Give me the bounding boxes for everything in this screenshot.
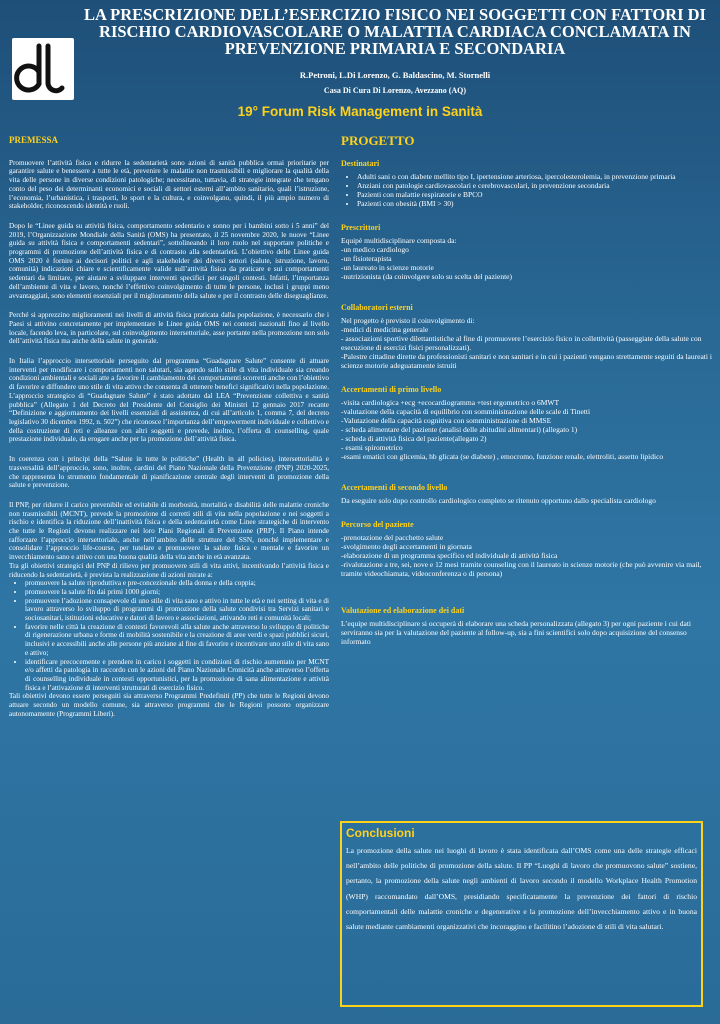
text-line: -svolgimento degli accertamenti in giornata — [341, 542, 472, 551]
valutazione-section — [341, 606, 713, 646]
dl-logo-icon — [12, 38, 74, 100]
percorso-section — [341, 520, 713, 578]
prescrittori-section — [341, 223, 713, 281]
premessa-paragraph: Dopo le “Linee guida su attività fisica, comportamento sedentario e sonno per i bambini sotto i 5 anni” del 2019, l’Organizzazione Mondiale della Sanità (OMS) ha presentato, il 25 novembre 2020, le nuove “Linee guida su attività fisica e comportamenti sedentari”, sottolineando il loro ruolo nel supportare politiche e programmi di promozione dell’attività fisica e di contrasto alla sedentarietà. L’obiettivo delle Linee guida OMS 2020 è fornire ai decisori politici e agli stakeholder dei diversi settori (salute, istruzione, lavoro, comunità) indicazioni chiare e scientificamente valide sull’attività fisica da praticare e sui comportamenti sedentari da limitare, per aiutare a sviluppare interventi specifici per singoli contesti. Infatti, l’importanza dell’ambiente di vita e lavoro, nonché l’effettivo coinvolgimento di tutte le persone, inclusi i gruppi meno avvantaggiati, sono elementi essenziali per il miglioramento della salute e per il contrasto delle diseguaglianze. — [9, 221, 329, 300]
list-item: • Pazienti con malattie respiratorie e BPCO — [357, 190, 713, 199]
text-line: - associazioni sportive dilettantistiche al fine di promuovere l’esercizio fisico in collettività (passeggiate della salute con esecuzione di esercizi fisici personalizzati). — [341, 334, 702, 352]
progetto-heading: PROGETTO — [341, 136, 415, 148]
section-heading: Percorso del paziente — [341, 520, 414, 529]
progetto-column — [341, 136, 713, 816]
list-item: • Anziani con patologie cardiovascolari e cerebrovascolari, in prevenzione secondaria — [357, 181, 713, 190]
authors: R.Petroni, L.Di Lorenzo, G. Baldascino, M. Stornelli — [299, 70, 491, 80]
section-heading: Accertamenti di secondo livello — [341, 483, 448, 492]
text-line: -nutrizionista (da coinvolgere solo su scelta del paziente) — [341, 272, 512, 281]
poster-header — [0, 0, 720, 100]
list-item: • Adulti sani o con diabete mellito tipo I, ipertensione arteriosa, ipercolesterolemia, in prevenzione primaria — [357, 172, 713, 181]
text-line: -prenotazione del pacchetto salute — [341, 533, 444, 542]
premessa-paragraph: Il PNP, per ridurre il carico prevenibile ed evitabile di morbosità, mortalità e disabilità delle malattie croniche non trasmissibili (MCNT), prevede la promozione di corretti stili di vita nella popolazione e nei soggetti a rischio e identifica la riduzione dell’inattività fisica e della sedentarietà come Linee strategiche di intervento che tutte le Regioni devono realizzare nei loro Piani Regionali di Prevenzione (PRP). Il Piano intende rafforzare l’approccio intersettoriale, anche nell’ambito delle strutture del SSN, nonché implementare e consolidare l’approccio life-course, per tutelare e promuovere la salute fisica e mentale e favorire un invecchiamento sano e attivo con una buona qualità della vita anche in età avanzata. — [9, 500, 329, 562]
text-line: - scheda alimentare del paziente (analisi delle abitudini alimentari) (allegato 1) — [341, 425, 578, 434]
list-item: • Pazienti con obesità (BMI > 30) — [357, 199, 713, 208]
conclusioni-heading: Conclusioni — [346, 826, 415, 840]
premessa-paragraph: Tali obiettivi devono essere perseguiti sia attraverso Programmi Predefiniti (PP) che tutte le Regioni devono attuare secondo un modello comune, sia attraverso programmi che le Regioni possono organizzare autonomamente (Programmi Liberi). — [9, 692, 329, 718]
dl-logo — [12, 38, 74, 100]
text-line: -Palestre cittadine dirette da professionisti sanitari e non sanitari e in cui i pazienti vengano strettamente seguiti da laureati i scienze motorie adeguatamente istruiti — [341, 352, 712, 370]
list-item: • promuovere l’adozione consapevole di uno stile di vita sano e attivo in tutte le età e nei setting di vita e di lavoro attraverso lo sviluppo di programmi di promozione della salute condivisi tra Servizi sanitari e sociosanitari, istituzioni educative e datori di lavoro e associazioni, attivando reti e comunità locali; — [25, 597, 329, 623]
text-line: -un medico cardiologo — [341, 245, 409, 254]
text-line: -rivalutazione a tre, sei, nove e 12 mesi tramite counseling con il laureato in scienze motorie (che può avvenire via mail, tramite videochiamata, videoconferenza o di persona) — [341, 560, 702, 578]
section-heading: Accertamenti di primo livello — [341, 385, 442, 394]
text-line: -elaborazione di un programma specifico ed individuale di attività fisica — [341, 551, 558, 560]
forum-banner: 19° Forum Risk Management in Sanità — [237, 104, 483, 119]
list-item: • promuovere la salute fin dai primi 1000 giorni; — [25, 588, 329, 597]
text-line: -valutazione della capacità di equilibrio con somministrazione delle scale di Tinetti — [341, 407, 591, 416]
poster-title: LA PRESCRIZIONE DELL’ESERCIZIO FISICO NEI SOGGETTI CON FATTORI DI RISCHIO CARDIOVASCOLARE O MALATTIA CARDIACA CONCLAMATA IN PREVENZIONE PRIMARIA E SECONDARIA — [84, 5, 706, 58]
premessa-paragraph: In Italia l’approccio intersettoriale perseguito dal programma “Guadagnare Salute” consente di attuare interventi per modificare i comportamenti non salutari, sia agendo sullo stile di vita individuale sia creando condizioni ambientali e sociali atte a favorire il cambiamento dei comportamenti scorretti anche con l’obiettivo di favorire e diffondere uno stile di vita attivo che consenta di ottenere benefici significativi nella popolazione. L’approccio strategico di “Guadagnare Salute” è stato adottato dal LEA “Prevenzione collettiva e sanità pubblica” (Allegato 1 del Decreto del Presidente del Consiglio dei Ministri 12 gennaio 2017 recante “Definizione e aggiornamento dei livelli essenziali di assistenza, di cui all’articolo 1, comma 7, del decreto legislativo 30 dicembre 1992, n. 502”) che riconosce l’importanza dell’empowerment individuale e collettivo e della costruzione di reti e alleanze con altri soggetti e prevede, inoltre, l’offerta di counselling, quale prestazione individuale, da erogare anche per la promozione dell’attività fisica. — [9, 357, 329, 444]
text-line: Nel progetto è previsto il coinvolgimento di: — [341, 316, 475, 325]
premessa-column — [9, 136, 329, 1016]
text-line: - scheda di attività fisica del paziente(allegato 2) — [341, 434, 487, 443]
premessa-paragraph: In coerenza con i principi della “Salute in tutte le politiche” (Health in all policies), intersettorialità e trasversalità dell’approccio, sono, inoltre, cardini del Piano Nazionale della Prevenzione (PNP) 2020-2025, che rappresenta lo strumento fondamentale di pianificazione centrale degli interventi di promozione della salute e prevenzione. — [9, 455, 329, 490]
text-line: -visita cardiologica +ecg +ecocardiogramma +test ergometrico o 6MWT — [341, 398, 560, 407]
list-item: • favorire nelle città la creazione di contesti favorevoli alla salute anche attraverso lo sviluppo di politiche di rigenerazione urbana e forme di mobilità sostenibile e la creazione di aree verdi e spazi pubblici sicuri, inclusivi e accessibili anche alle persone più anziane al fine di favorire e incentivare uno stile di vita sano e attivo; — [25, 623, 329, 658]
list-item: • identificare precocemente e prendere in carico i soggetti in condizioni di rischio aumentato per MCNT e/o affetti da patologia in raccordo con le azioni del Piano Nazionale Cronicità anche attraverso l’offerta di counselling individuale in contesti opportunistici, per la promozione di sana alimentazione e attività fisica e l’attivazione di interventi strutturati di esercizio fisico. — [25, 658, 329, 693]
section-heading: Valutazione ed elaborazione dei dati — [341, 606, 465, 615]
conclusioni-box — [340, 821, 703, 1007]
text-line: -Valutazione della capacità cognitiva con somministrazione di MMSE — [341, 416, 552, 425]
secondo-livello-section — [341, 483, 713, 505]
text-line: -un laureato in scienze motorie — [341, 263, 434, 272]
conclusioni-text: La promozione della salute nei luoghi di lavoro è stata identificata dall’OMS come una delle strategie efficaci nell’ambito delle politiche di promozione della salute. Il PP “Luoghi di lavoro che promuovono salute” sostiene, pertanto, la promozione della salute negli ambienti di lavoro secondo il modello Workplace Health Promotion (WHP) raccomandato dall’OMS, presidiando specificatamente la prevenzione dei fattori di rischio comportamentali delle malattie croniche e degenerative e la promozione dell’invecchiamento attivo e in buona salute mediante cambiamenti organizzativi che incoraggino e facilitino l’adozione di stili di vita salutari. — [346, 846, 697, 932]
section-heading: Prescrittori — [341, 223, 381, 232]
collaboratori-section — [341, 303, 713, 370]
text-line: Da eseguire solo dopo controllo cardiologico completo se ritenuto opportuno dallo specialista cardiologo — [341, 496, 656, 505]
section-heading: Destinatari — [341, 159, 380, 168]
pnp-objectives-list — [9, 579, 329, 692]
premessa-paragraph: Perché si apprezzino miglioramenti nei livelli di attività fisica praticata dalla popolazione, è necessario che i Paesi si attivino concretamente per implementare le Linee guida OMS nei contesti nazionali fino al livello locale, facendo leva, in particolare, sul coinvolgimento intersettoriale, asse portante nella promozione non solo dell’attività fisica ma anche della salute in generale. — [9, 311, 329, 346]
list-item: • promuovere la salute riproduttiva e pre-concezionale della donna e della coppia; — [25, 579, 329, 588]
section-heading: Collaboratori esterni — [341, 303, 413, 312]
premessa-heading: PREMESSA — [9, 136, 59, 145]
destinatari-list — [341, 172, 713, 208]
text-line: - esami spirometrico — [341, 443, 403, 452]
destinatari-section — [341, 159, 713, 208]
text-line: -medici di medicina generale — [341, 325, 429, 334]
primo-livello-section — [341, 385, 713, 461]
text-line: -un fisioterapista — [341, 254, 392, 263]
affiliation: Casa Di Cura Di Lorenzo, Avezzano (AQ) — [323, 86, 467, 95]
text-line: L’equipe multidisciplinare si occuperà di elaborare una scheda personalizzata (allegato 3) per ogni paziente i cui dati serviranno sia per la valutazione del paziente al follow-up, sia a fini scientifici solo dopo acquisizione del consenso informato — [341, 619, 691, 646]
text-line: -esami ematici con glicemia, hb glicata (se diabete) , emocromo, funzione renale, elettroliti, assetto lipidico — [341, 452, 664, 461]
premessa-paragraph: Promuovere l’attività fisica e ridurre la sedentarietà sono azioni di sanità pubblica ormai prioritarie per garantire salute e benessere a tutte le età, prevenire le malattie non trasmissibili e migliorare la qualità della vita delle persone in diverse condizioni patologiche; necessitano, tuttavia, di strategie integrate che tengano conto del peso dei determinanti economici e sociali di settori esterni all’ambito sanitario, quali l’istruzione, l’economia, l’urbanistica, i trasporti, lo sport e la cultura, e coinvolgano, quindi, il più ampio numero di stakeholder, riconoscendo identità e ruoli. — [9, 158, 329, 211]
premessa-paragraph: Tra gli obiettivi strategici del PNP di rilievo per promuovere stili di vita attivi, incentivando l’attività fisica e riducendo la sedentarietà, è prevista la realizzazione di azioni mirate a: — [9, 561, 329, 579]
text-line: Equipè multidisciplinare composta da: — [341, 236, 457, 245]
